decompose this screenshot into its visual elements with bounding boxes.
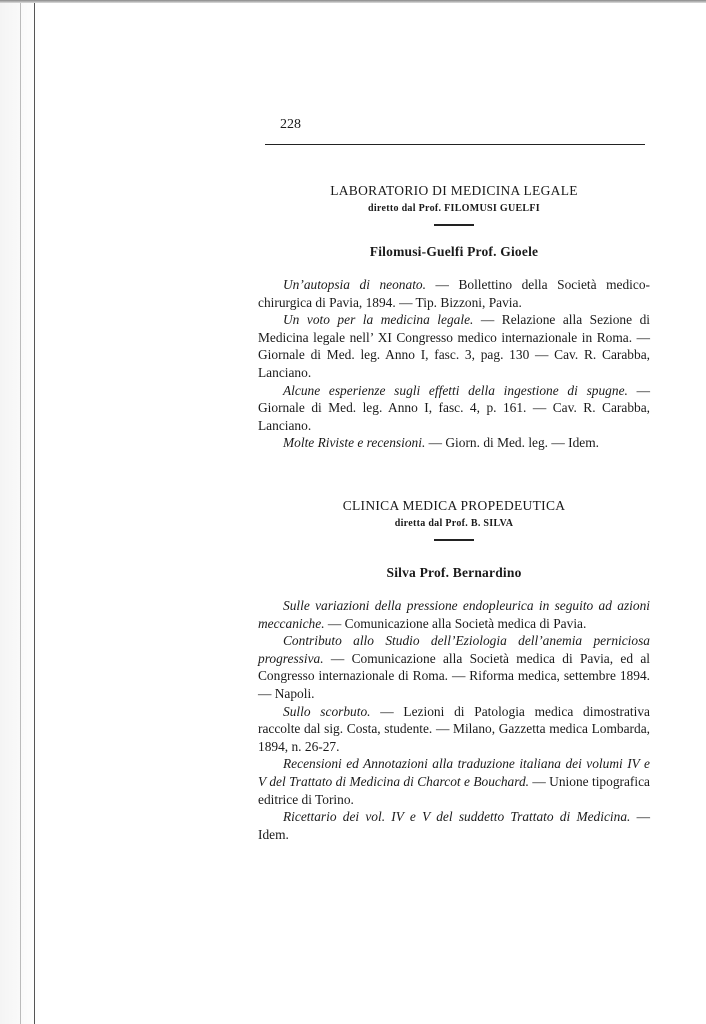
entry-title: Alcune esperienze sugli effetti della ingestione di spugne.: [283, 382, 628, 398]
header-rule: [265, 144, 645, 145]
binding-rule-inner: [20, 0, 21, 1024]
section-clinica-medica: [258, 498, 650, 843]
entry-title: Contributo allo Studio dell’Eziologia dell’anemia perniciosa progressiva.: [258, 633, 650, 666]
author-heading: Filomusi-Guelfi Prof. Gioele: [369, 244, 539, 259]
bibliography-list: [258, 597, 650, 843]
entry-title: Sullo scorbuto.: [283, 703, 371, 719]
entry-title: Recensioni ed Annotazioni alla traduzione italiana dei volumi IV e V del Trattato di Medicina di Charcot e Bouchard.: [258, 756, 650, 789]
bibliography-entry: [258, 276, 650, 311]
entry-details: — Idem.: [258, 809, 650, 842]
entry-details: — Giorn. di Med. leg. — Idem.: [425, 435, 599, 451]
section-subtitle: diretta dal Prof. B. SILVA: [394, 518, 514, 529]
section-subtitle: diretto dal Prof. FILOMUSI GUELFI: [367, 203, 541, 214]
page-top-edge: [0, 0, 706, 3]
entry-title: Un’autopsia di neonato.: [283, 277, 426, 292]
bibliography-entry: [258, 597, 650, 632]
page-binding: [0, 0, 40, 1024]
entry-details: — Lezioni di Patologia medica dimostrativa raccolte dal sig. Costa, studente. — Milano, Gazzetta medica Lombarda, 1894, n. 26-27.: [258, 703, 650, 754]
bibliography-entry: [258, 382, 650, 435]
entry-details: — Relazione alla Sezione di Medicina legale nell’ XI Congresso medico internazionale in Roma. — Giornale di Med. leg. Anno I, fasc. 3, pag. 130 — Cav. R. Carabba, Lanciano.: [258, 312, 650, 380]
bibliography-entry: [258, 311, 650, 381]
page-number: 228: [280, 117, 301, 132]
entry-details: — Comunicazione alla Società medica di Pavia.: [324, 615, 587, 631]
section-divider: [434, 539, 474, 541]
binding-rule: [34, 0, 35, 1024]
entry-title: Sulle variazioni della pressione endopleurica in seguito ad azioni meccaniche.: [258, 598, 650, 631]
bibliography-entry: [258, 434, 650, 452]
entry-title: Ricettario dei vol. IV e V del suddetto Trattato di Medicina.: [283, 809, 631, 825]
author-heading: Silva Prof. Bernardino: [386, 565, 522, 580]
bibliography-entry: [258, 755, 650, 808]
entry-title: Un voto per la medicina legale.: [283, 312, 474, 328]
bibliography-entry: [258, 632, 650, 702]
entry-details: — Unione tipografica editrice di Torino.: [258, 773, 650, 807]
section-title: LABORATORIO DI MEDICINA LEGALE: [330, 183, 578, 198]
entry-details: — Bollettino della Società medico-chirurgica di Pavia, 1894. — Tip. Bizzoni, Pavia.: [258, 277, 650, 310]
bibliography-entry: [258, 703, 650, 756]
section-title: CLINICA MEDICA PROPEDEUTICA: [342, 498, 566, 513]
bibliography-list: [258, 276, 650, 452]
entry-details: — Giornale di Med. leg. Anno I, fasc. 4, p. 161. — Cav. R. Carabba, Lanciano.: [258, 382, 650, 433]
entry-title: Molte Riviste e recensioni.: [283, 435, 426, 451]
bibliography-entry: [258, 808, 650, 843]
entry-details: — Comunicazione alla Società medica di Pavia, ed al Congresso internazionale di Roma. — Riforma medica, settembre 1894. — Napoli.: [258, 650, 650, 701]
section-divider: [434, 224, 474, 226]
section-medicina-legale: [258, 183, 650, 452]
